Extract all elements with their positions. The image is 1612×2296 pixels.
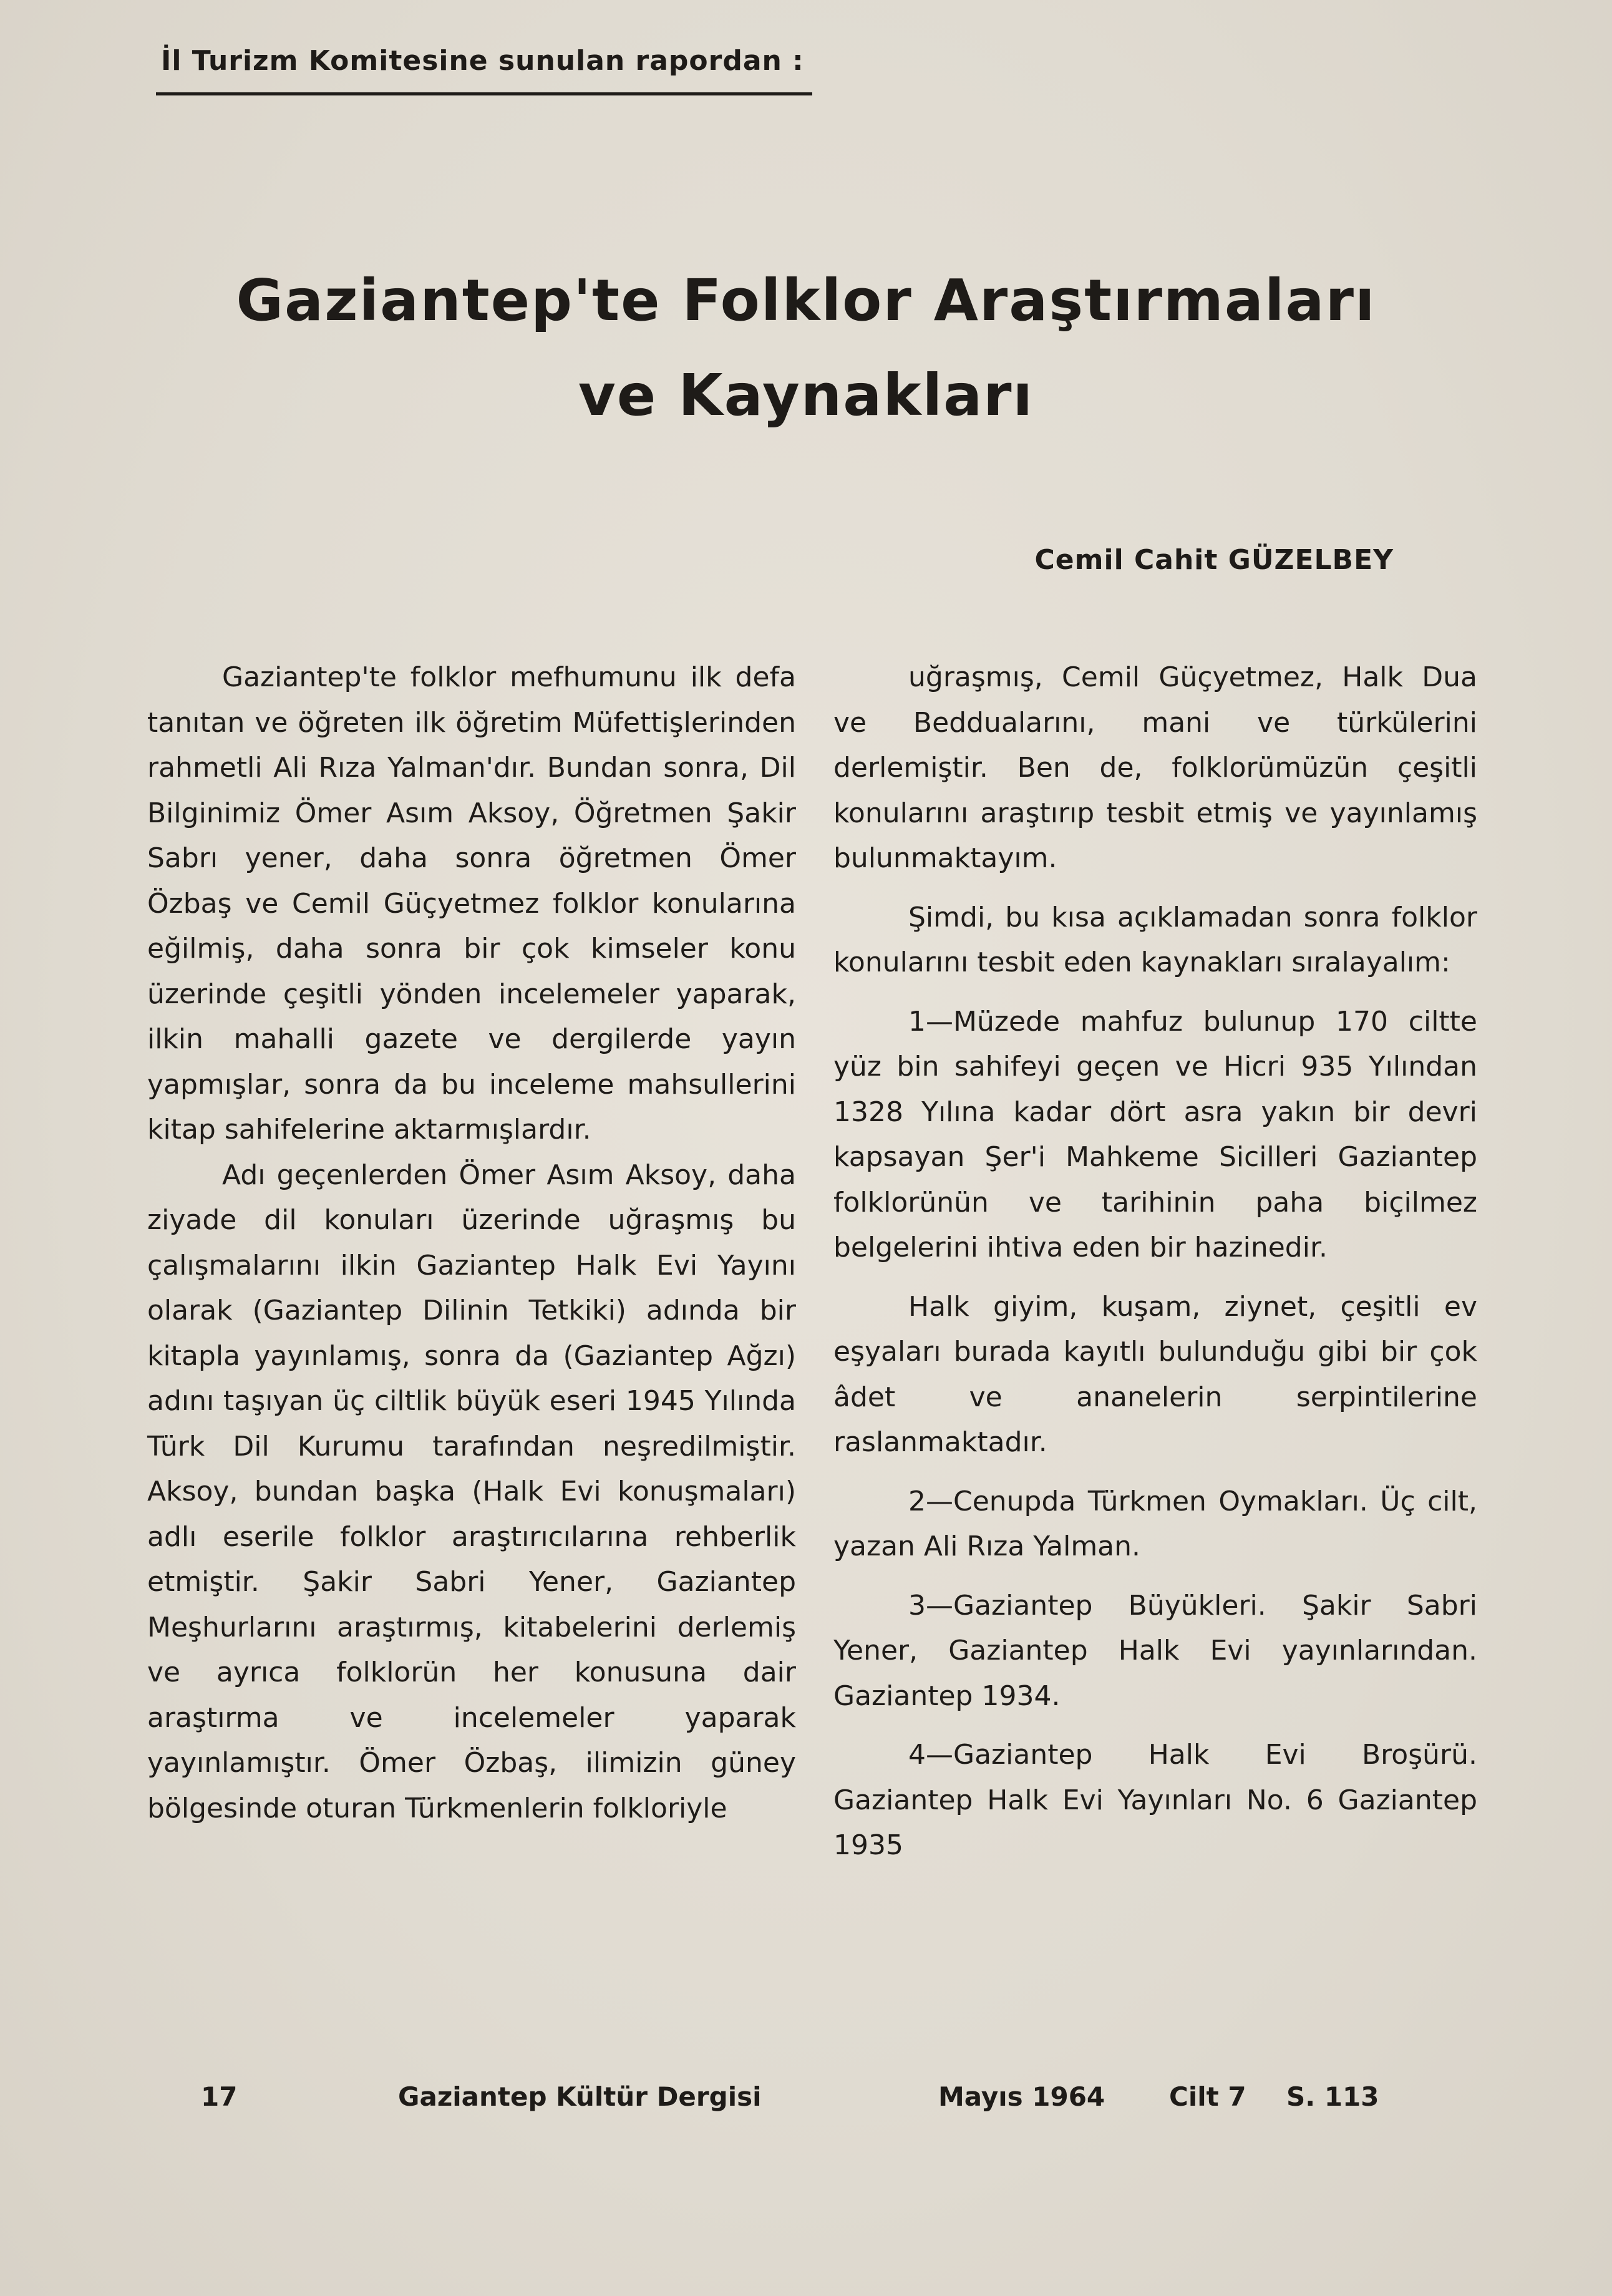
left-paragraph-2: Adı geçenlerden Ömer Asım Aksoy, daha ziyade dil konuları üzerinde uğraşmış bu çalışmalarını ilkin Gaziantep Halk Evi Yayını olarak (Gaziantep Dilinin Tetkiki) adında bir kitapla yayınlamış, sonra da (Gaziantep Ağzı) adını taşıyan üç ciltlik büyük eseri 1945 Yılında Türk Dil Kurumu tarafından neşredilmiştir. Aksoy, bundan başka (Halk Evi konuşmaları) adlı eserile folklor araştırıcılarına rehberlik etmiştir. Şakir Sabri Yener, Gaziantep Meşhurlarını araştırmış, kitabelerini derlemiş ve ayrıca folklorün her konusuna dair araştırma ve incelemeler yaparak yayınlamıştır. Ömer Özbaş, ilimizin güney bölgesinde oturan Türkmenlerin folkloriyle <box>147 1159 796 1824</box>
source-item-4: 4—Gaziantep Halk Evi Broşürü. Gaziantep Halk Evi Yayınları No. 6 Gaziantep 1935 <box>833 1739 1477 1861</box>
article-title-line-2: ve Kaynakları <box>578 362 1034 429</box>
source-item-1-note: Halk giyim, kuşam, ziynet, çeşitli ev eşyaları burada kayıtlı bulunduğu gibi bir çok âdet ve ananelerin serpintilerine raslanmaktadır. <box>833 1290 1477 1458</box>
footer-volume: Cilt 7 <box>1169 2081 1246 2112</box>
article-title-line-1: Gaziantep'te Folklor Araştırmaları <box>236 267 1376 334</box>
header-underline <box>156 92 812 95</box>
right-column <box>833 655 1477 1869</box>
footer-journal-name: Gaziantep Kültür Dergisi <box>398 2081 762 2112</box>
left-column <box>147 655 796 1831</box>
article-author: Cemil Cahit GÜZELBEY <box>1034 544 1394 576</box>
source-item-3: 3—Gaziantep Büyükleri. Şakir Sabri Yener, Gaziantep Halk Evi yayınlarından. Gaziantep 1934. <box>833 1589 1477 1712</box>
report-source-header: İl Turizm Komitesine sunulan rapordan : <box>161 45 804 77</box>
source-item-1: 1—Müzede mahfuz bulunup 170 ciltte yüz bin sahifeyi geçen ve Hicri 935 Yılından 1328 Yılına kadar dört asra yakın bir devri kapsayan Şer'i Mahkeme Sicilleri Gaziantep folklorünün ve tarihinin paha biçilmez belgelerini ihtiva eden bir hazinedir. <box>833 1005 1477 1263</box>
source-item-2: 2—Cenupda Türkmen Oymakları. Üç cilt, yazan Ali Rıza Yalman. <box>833 1485 1477 1562</box>
left-paragraph-1: Gaziantep'te folklor mefhumunu ilk defa tanıtan ve öğreten ilk öğretim Müfettişlerinden rahmetli Ali Rıza Yalman'dır. Bundan sonra, Dil Bilginimiz Ömer Asım Aksoy, Öğretmen Şakir Sabrı yener, daha sonra öğretmen Ömer Özbaş ve Cemil Güçyetmez folklor konularına eğilmiş, daha sonra bir çok kimseler konu üzerinde çeşitli yönden incelemeler yaparak, ilkin mahalli gazete ve dergilerde yayın yapmışlar, sonra da bu inceleme mahsullerini kitap sahifelerine aktarmışlardır. <box>147 661 796 1146</box>
footer-date: Mayıs 1964 <box>938 2081 1105 2112</box>
right-paragraph-1: uğraşmış, Cemil Güçyetmez, Halk Dua ve Beddualarını, mani ve türkülerini derlemiştir. Ben de, folklorümüzün çeşitli konularını araştırıp tesbit etmiş ve yayınlamış bulunmaktayım. <box>833 661 1477 874</box>
footer-issue: S. 113 <box>1286 2081 1379 2112</box>
footer-page-number: 17 <box>201 2081 238 2112</box>
right-paragraph-2: Şimdi, bu kısa açıklamadan sonra folklor konularını tesbit eden kaynakları sıralayalım: <box>833 901 1477 978</box>
